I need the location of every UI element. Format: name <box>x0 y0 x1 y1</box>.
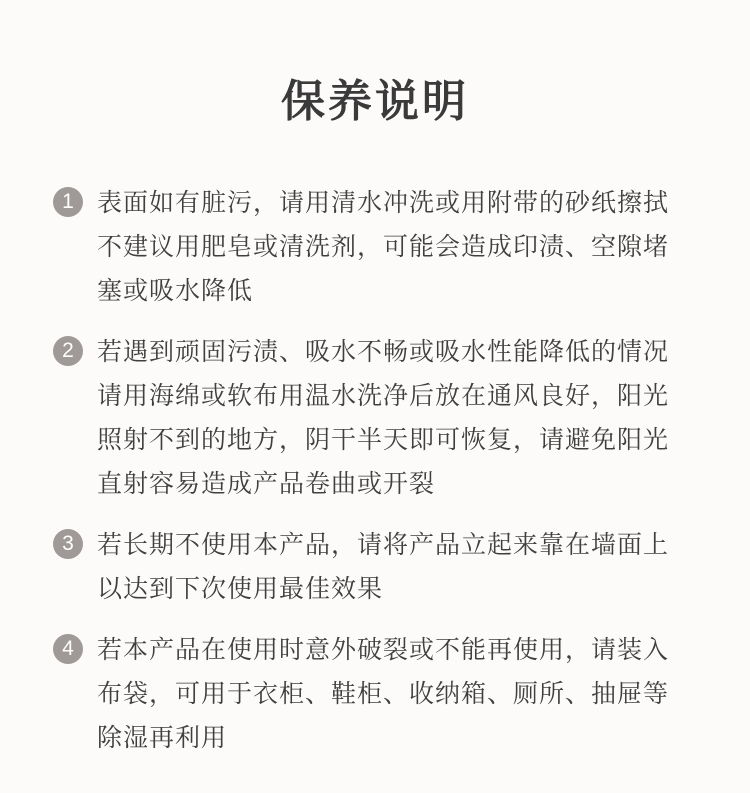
number-badge: 2 <box>53 336 83 366</box>
list-item <box>53 181 703 313</box>
number-badge: 3 <box>53 529 83 559</box>
instruction-text: 若遇到顽固污渍、吸水不畅或吸水性能降低的情况 请用海绵或软布用温水洗净后放在通风良好，阳光 照射不到的地方，阴干半天即可恢复，请避免阳光 直射容易造成产品卷曲或开裂 <box>97 337 670 498</box>
list-item <box>53 523 703 611</box>
instruction-text: 若长期不使用本产品，请将产品立起来靠在墙面上 以达到下次使用最佳效果 <box>97 530 670 603</box>
instruction-text: 若本产品在使用时意外破裂或不能再使用，请装入 布袋，可用于衣柜、鞋柜、收纳箱、厕所、抽屉等 除湿再利用 <box>97 635 670 752</box>
instruction-text: 表面如有脏污，请用清水冲洗或用附带的砂纸擦拭 不建议用肥皂或清洗剂，可能会造成印渍、空隙堵 塞或吸水降低 <box>97 188 670 305</box>
list-item <box>53 628 703 760</box>
page-title: 保养说明 <box>281 76 469 127</box>
instruction-list <box>53 181 703 760</box>
list-item <box>53 330 703 506</box>
number-badge: 4 <box>53 634 83 664</box>
number-badge: 1 <box>53 187 83 217</box>
